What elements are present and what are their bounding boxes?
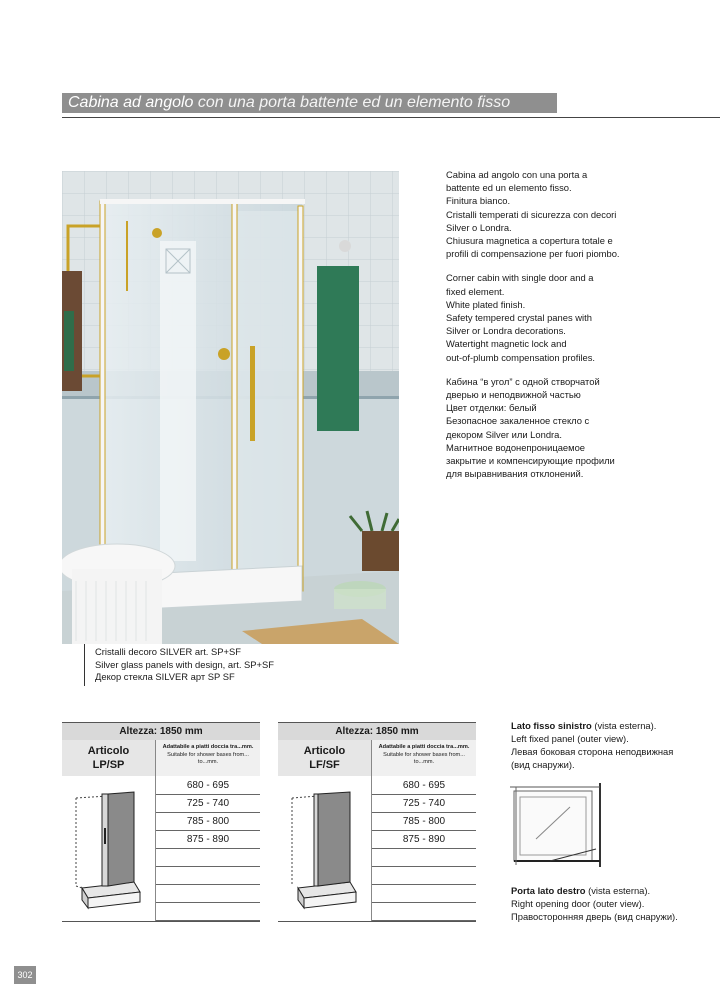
desc-it-line: Silver o Londra. [446, 221, 512, 233]
table-article [62, 740, 155, 776]
article-label: Articolo [303, 745, 346, 757]
table-article [278, 740, 371, 776]
product-description [446, 168, 646, 491]
desc-en-line: Silver or Londra decorations. [446, 325, 566, 337]
right-door-title: Porta lato destro [511, 885, 586, 896]
size-row: 785 - 800 [372, 813, 476, 831]
table-bottom-rule [62, 921, 260, 922]
size-row: 785 - 800 [156, 813, 260, 831]
size-row [372, 885, 476, 903]
right-door-label [511, 884, 678, 923]
article-code: LP/SP [92, 759, 125, 771]
note-line: Suitable for shower bases from... [383, 751, 465, 758]
desc-ru-line: Магнитное водонепроницаемое [446, 441, 586, 453]
page-number: 302 [14, 966, 36, 984]
size-rows [372, 777, 476, 921]
left-panel-line: (вид снаружи). [511, 759, 575, 770]
title-main: Cabina ad angolo [68, 94, 194, 111]
product-photo [62, 171, 399, 644]
caption-line: Декор стекла SILVER арт SP SF [95, 671, 235, 682]
article-code: LF/SF [309, 759, 340, 771]
desc-it-line: Cristalli temperati di sicurezza con decori [446, 208, 617, 220]
desc-ru-line: Кабина “в угол” с одной створчатой [446, 375, 600, 387]
left-panel-title: Lato fisso sinistro [511, 720, 592, 731]
desc-ru-line: декором Silver или Londra. [446, 428, 562, 440]
cabin-drawing-icon [278, 778, 371, 922]
cabin-drawing-icon [62, 778, 155, 922]
desc-en-line: Safety tempered crystal panes with [446, 312, 592, 324]
desc-en-line: fixed element. [446, 285, 505, 297]
spec-table-lf-sf [278, 722, 476, 922]
size-rows [156, 777, 260, 921]
desc-ru-line: дверью и неподвижной частью [446, 389, 581, 401]
article-label: Articolo [87, 745, 130, 757]
caption-line: Silver glass panels with design, art. SP+SF [95, 658, 274, 670]
desc-en-line: White plated finish. [446, 298, 526, 310]
desc-it-line: battente ed un elemento fisso. [446, 182, 572, 194]
right-door-line: Правосторонняя дверь (вид снаружи). [511, 911, 678, 922]
caption-rule [84, 644, 85, 686]
desc-it-line: Chiusura magnetica a copertura totale e [446, 235, 613, 247]
size-row: 680 - 695 [372, 777, 476, 795]
size-row: 725 - 740 [372, 795, 476, 813]
size-row [156, 867, 260, 885]
left-panel-line: Left fixed panel (outer view). [511, 733, 629, 744]
note-bold: Adattabile a piatti doccia tra...mm. [162, 744, 254, 750]
note-line: to...mm. [413, 759, 435, 765]
desc-it-line: profili di compensazione per fuori piombo. [446, 248, 620, 260]
table-note [372, 740, 476, 776]
left-panel-title-rest: (vista esterna). [591, 720, 657, 731]
desc-en-line: Corner cabin with single door and a [446, 272, 594, 284]
description-italian [446, 168, 646, 260]
table-note [156, 740, 260, 776]
size-row: 875 - 890 [372, 831, 476, 849]
size-row [372, 903, 476, 921]
caption-line: Cristalli decoro SILVER art. SP+SF [95, 646, 241, 657]
right-door-line: Right opening door (outer view). [511, 898, 645, 909]
description-russian [446, 375, 646, 481]
size-row [156, 903, 260, 921]
desc-ru-line: закрытие и компенсирующие профили [446, 455, 615, 467]
size-row [372, 849, 476, 867]
desc-ru-line: Цвет отделки: белый [446, 402, 537, 414]
note-line: to...mm. [197, 759, 219, 765]
description-english [446, 271, 646, 363]
size-row [372, 867, 476, 885]
size-row: 725 - 740 [156, 795, 260, 813]
size-row: 875 - 890 [156, 831, 260, 849]
spec-table-lp-sp [62, 722, 260, 922]
note-line: Suitable for shower bases from... [167, 751, 249, 758]
desc-it-line: Finitura bianco. [446, 195, 511, 207]
photo-caption [95, 646, 274, 684]
desc-ru-line: Безопасное закаленное стекло с [446, 415, 590, 427]
left-panel-line: Левая боковая сторона неподвижная [511, 746, 674, 757]
size-row: 680 - 695 [156, 777, 260, 795]
section-title [62, 93, 557, 113]
desc-en-line: out-of-plumb compensation profiles. [446, 351, 596, 363]
right-door-title-rest: (vista esterna). [585, 885, 651, 896]
desc-en-line: Watertight magnetic lock and [446, 338, 567, 350]
size-row [156, 885, 260, 903]
title-sub: con una porta battente ed un elemento fisso [193, 94, 511, 111]
note-bold: Adattabile a piatti doccia tra...mm. [378, 744, 470, 750]
plan-view-icon [510, 783, 606, 867]
desc-ru-line: для выравнивания отклонений. [446, 468, 584, 480]
size-row [156, 849, 260, 867]
left-fixed-panel-label [511, 719, 673, 771]
table-height-label: Altezza: 1850 mm [62, 722, 260, 740]
desc-it-line: Cabina ad angolo con una porta a [446, 169, 588, 180]
table-bottom-rule [278, 921, 476, 922]
table-height-label: Altezza: 1850 mm [278, 722, 476, 740]
header-divider [62, 117, 720, 118]
